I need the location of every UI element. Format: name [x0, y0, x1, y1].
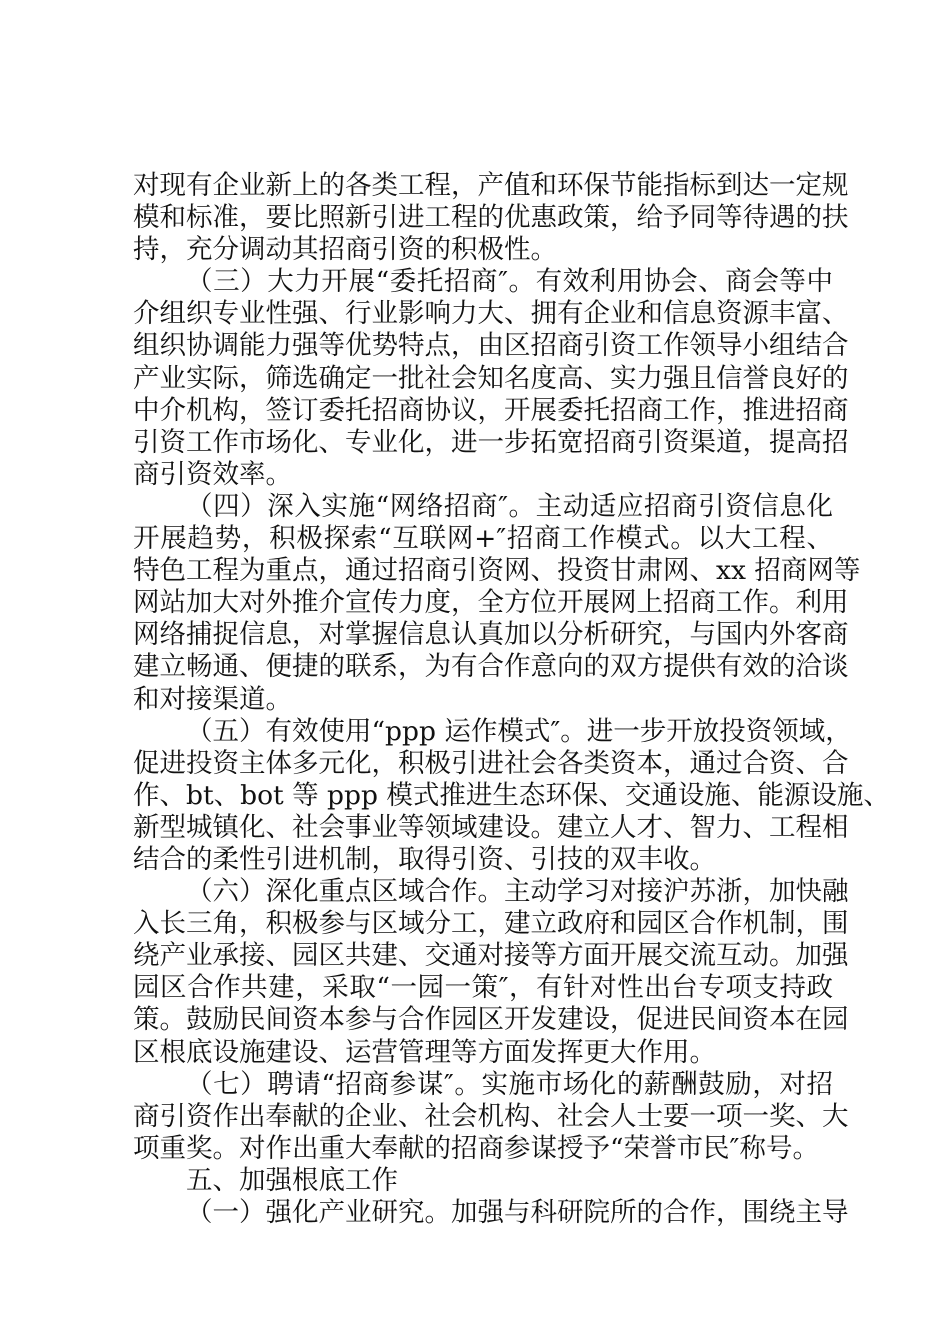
- text-line: 结合的柔性引进机制，取得引资、引技的双丰收。: [133, 843, 716, 875]
- text-line: 持，充分调动其招商引资的积极性。: [133, 234, 557, 266]
- text-line: 新型城镇化、社会事业等领域建设。建立人才、智力、工程相: [133, 811, 849, 843]
- paragraph-heading-1: （一）强化产业研究。加强与科研院所的合作，围绕主导: [186, 1197, 849, 1228]
- text-line: 介组织专业性强、行业影响力大、拥有企业和信息资源丰富、: [133, 298, 849, 330]
- text-line: 中介机构，签订委托招商协议，开展委托招商工作，推进招商: [133, 394, 849, 426]
- text-line: 区根底设施建设、运营管理等方面发挥更大作用。: [133, 1036, 716, 1068]
- text-line: 促进投资主体多元化，积极引进社会各类资本，通过合资、合: [133, 747, 849, 779]
- paragraph-heading-7: （七）聘请“招商参谋″。实施市场化的薪酬鼓励，对招: [186, 1068, 833, 1100]
- text-line: 网络捕捉信息，对掌握信息认真加以分析研究，与国内外客商: [133, 619, 849, 651]
- paragraph-heading-6: （六）深化重点区域合作。主动学习对接沪苏浙，加快融: [186, 876, 849, 908]
- paragraph-heading-4: （四）深入实施“网络招商″。主动适应招商引资信息化: [186, 490, 833, 522]
- text-line: 策。鼓励民间资本参与合作园区开发建设，促进民间资本在园: [133, 1004, 849, 1036]
- text-line: 产业实际，筛选确定一批社会知名度高、实力强且信誉良好的: [133, 362, 849, 394]
- text-line: 项重奖。对作出重大奉献的招商参谋授予“荣誉市民″称号。: [133, 1132, 819, 1164]
- text-line: 网站加大对外推介宣传力度，全方位开展网上招商工作。利用: [133, 587, 849, 619]
- paragraph-heading-5: （五）有效使用“ppp 运作模式″。进一步开放投资领域，: [186, 715, 852, 747]
- text-line: 开展趋势，积极探索“互联网+″招商工作模式。以大工程、: [133, 523, 833, 555]
- text-line: 作、bt、bot 等 ppp 模式推进生态环保、交通设施、能源设施、: [133, 779, 890, 811]
- text-line: 绕产业承接、园区共建、交通对接等方面开展交流互动。加强: [133, 940, 849, 972]
- text-line: 引资工作市场化、专业化，进一步拓宽招商引资渠道，提高招: [133, 426, 849, 458]
- text-line: 建立畅通、便捷的联系，为有合作意向的双方提供有效的洽谈: [133, 651, 849, 683]
- text-line: 园区合作共建，采取“一园一策″，有针对性出台专项支持政: [133, 972, 833, 1004]
- text-line: 商引资效率。: [133, 458, 292, 490]
- text-line: 入长三角，积极参与区域分工，建立政府和园区合作机制，围: [133, 908, 849, 940]
- body-text: [133, 170, 890, 1229]
- text-line: 和对接渠道。: [133, 683, 292, 715]
- section-heading: 五、加强根底工作: [186, 1164, 398, 1196]
- text-line: 模和标准，要比照新引进工程的优惠政策，给予同等待遇的扶: [133, 202, 849, 234]
- text-line: 组织协调能力强等优势特点，由区招商引资工作领导小组结合: [133, 330, 849, 362]
- paragraph-heading-3: （三）大力开展“委托招商″。有效利用协会、商会等中: [186, 266, 833, 298]
- text-line: 对现有企业新上的各类工程，产值和环保节能指标到达一定规: [133, 170, 849, 201]
- text-line: 商引资作出奉献的企业、社会机构、社会人士要一项一奖、大: [133, 1100, 849, 1132]
- text-line: 特色工程为重点，通过招商引资网、投资甘肃网、xx 招商网等: [133, 555, 861, 587]
